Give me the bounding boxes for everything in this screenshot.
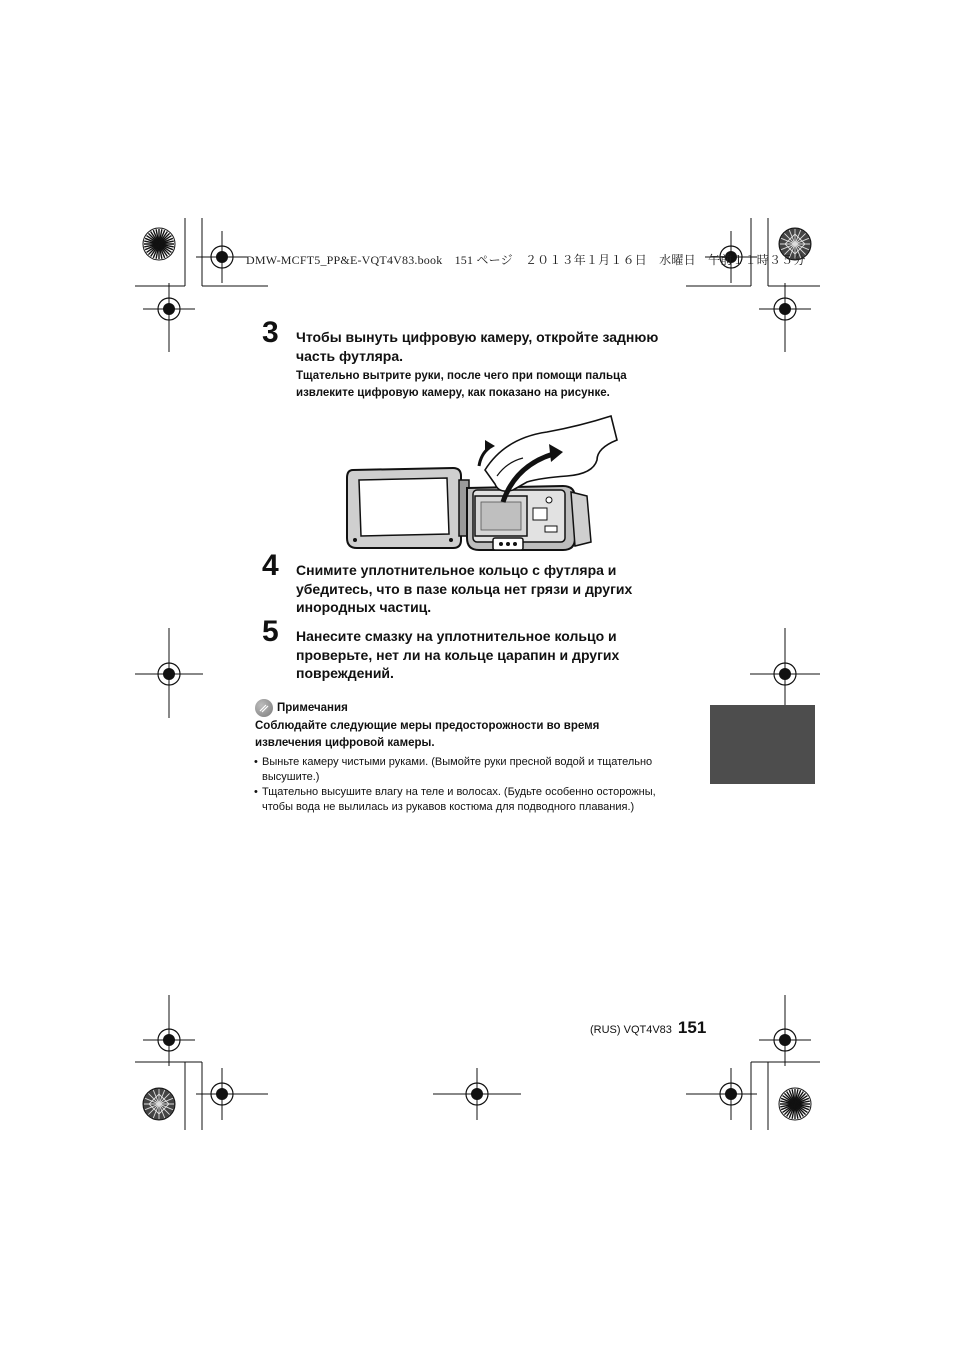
step-number-4: 4 bbox=[262, 549, 279, 582]
step-4-title-line: Снимите уплотнительное кольцо с футляра и bbox=[296, 562, 617, 578]
notes-intro bbox=[255, 718, 695, 752]
step-3-title-line: часть футляра. bbox=[296, 347, 404, 364]
section-thumb-tab bbox=[710, 705, 815, 784]
step-4-title-line: убедитесь, что в пазе кольца нет грязи и других bbox=[296, 580, 633, 597]
step-number-3: 3 bbox=[262, 316, 279, 349]
step-5-title-line: повреждений. bbox=[296, 665, 394, 681]
step-4-title-line: инородных частиц. bbox=[296, 599, 432, 615]
notes-intro-line: Соблюдайте следующие меры предосторожности во время bbox=[255, 720, 600, 732]
note-icon bbox=[255, 699, 273, 717]
notes-bullet-item bbox=[254, 785, 694, 815]
notes-header bbox=[255, 699, 348, 717]
notes-bullet-line: • Выньте камеру чистыми руками. (Вымойте руки пресной водой и тщательно bbox=[262, 756, 653, 768]
notes-bullet-line: чтобы вода не вылилась из рукавов костюма для подводного плавания.) bbox=[262, 801, 635, 813]
print-header: DMW-MCFT5_PP&E-VQT4V83.book 151 ページ ２０１３年１月１６日 水曜日 午前１１時３５分 bbox=[246, 253, 806, 267]
page-number: 151 bbox=[677, 1018, 707, 1037]
step-5-title bbox=[296, 627, 696, 683]
step-5-title-line: Нанесите смазку на уплотнительное кольцо и bbox=[296, 628, 617, 644]
notes-intro-line: извлечения цифровой камеры. bbox=[255, 737, 435, 749]
camera-housing-illustration bbox=[335, 410, 620, 555]
footer-model-code: (RUS) VQT4V83 bbox=[590, 1024, 672, 1036]
step-3-title bbox=[296, 328, 696, 365]
notes-label: Примечания bbox=[277, 702, 348, 714]
step-number-5: 5 bbox=[262, 615, 279, 648]
notes-bullet-line: • Тщательно высушите влагу на теле и волосах. (Будьте особенно осторожны, bbox=[262, 786, 656, 798]
step-4-title bbox=[296, 561, 696, 617]
notes-bullet-line: высушите.) bbox=[262, 771, 320, 783]
step-3-desc-line: Тщательно вытрите руки, после чего при помощи пальца bbox=[296, 370, 627, 382]
step-3-title-line: Чтобы вынуть цифровую камеру, откройте заднюю bbox=[296, 329, 659, 345]
page-footer bbox=[590, 1018, 706, 1038]
step-3-desc-line: извлеките цифровую камеру, как показано на рисунке. bbox=[296, 387, 610, 399]
notes-bullet-list bbox=[254, 755, 694, 815]
step-5-title-line: проверьте, нет ли на кольце царапин и других bbox=[296, 646, 620, 663]
step-3-description bbox=[296, 368, 716, 402]
notes-bullet-item bbox=[254, 755, 694, 785]
